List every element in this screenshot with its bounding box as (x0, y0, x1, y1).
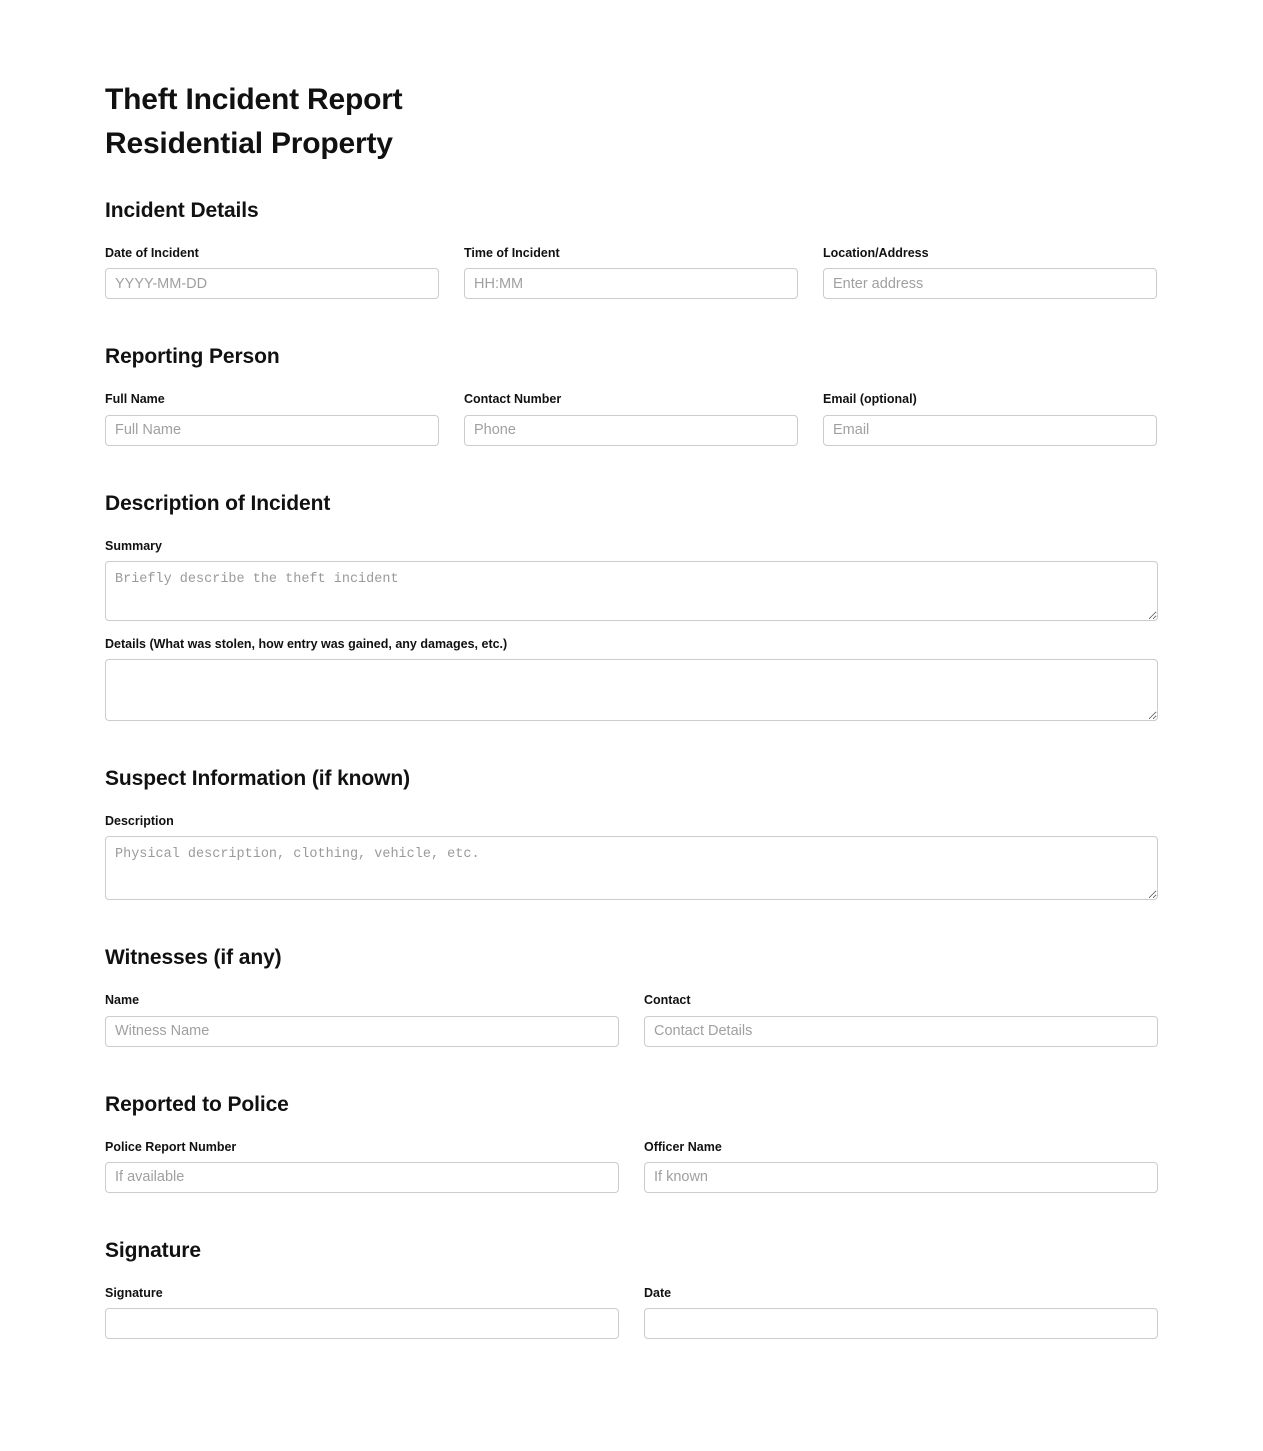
section-incident-details (105, 199, 1158, 299)
details-textarea[interactable] (105, 659, 1158, 721)
field-location-address (823, 245, 1157, 299)
page-title-line-2: Residential Property (105, 126, 393, 160)
section-reported-to-police (105, 1093, 1158, 1193)
label-witness-contact: Contact (644, 993, 691, 1008)
field-time-of-incident (464, 245, 798, 299)
section-reporting-person (105, 345, 1158, 445)
section-signature (105, 1239, 1158, 1339)
label-police-report-number: Police Report Number (105, 1139, 237, 1154)
section-heading-signature: Signature (105, 1238, 201, 1262)
spacer (105, 329, 1158, 345)
field-details (105, 636, 1158, 721)
label-details: Details (What was stolen, how entry was gained, any damages, etc.) (105, 636, 508, 651)
police-report-number-input[interactable] (105, 1162, 619, 1193)
field-witness-contact (644, 992, 1158, 1046)
field-summary (105, 538, 1158, 621)
spacer (105, 476, 1158, 492)
officer-name-input[interactable] (644, 1162, 1158, 1193)
email-input[interactable] (823, 415, 1157, 446)
section-heading-witnesses: Witnesses (if any) (105, 946, 282, 970)
incident-details-fields (105, 245, 1158, 299)
witness-name-input[interactable] (105, 1016, 619, 1047)
signature-input[interactable] (105, 1308, 619, 1339)
section-heading-description-of-incident: Description of Incident (105, 491, 331, 515)
witness-contact-input[interactable] (644, 1016, 1158, 1047)
field-email (823, 391, 1157, 445)
location-address-input[interactable] (823, 268, 1157, 299)
field-signature-date (644, 1285, 1158, 1339)
field-signature (105, 1285, 619, 1339)
signature-fields (105, 1285, 1158, 1339)
field-witness-name (105, 992, 619, 1046)
field-date-of-incident (105, 245, 439, 299)
label-date-of-incident: Date of Incident (105, 246, 199, 260)
suspect-description-textarea[interactable] (105, 836, 1158, 900)
reporting-person-fields (105, 391, 1158, 445)
description-fields (105, 538, 1158, 722)
spacer (105, 1077, 1158, 1093)
label-witness-name: Name (105, 993, 140, 1008)
label-officer-name: Officer Name (644, 1139, 722, 1154)
label-email: Email (optional) (823, 392, 917, 407)
section-heading-reporting-person: Reporting Person (105, 345, 280, 369)
label-summary: Summary (105, 538, 162, 553)
summary-textarea[interactable] (105, 561, 1158, 621)
field-officer-name (644, 1139, 1158, 1193)
field-suspect-description (105, 813, 1158, 900)
section-heading-suspect-information: Suspect Information (if known) (105, 767, 410, 790)
signature-date-input[interactable] (644, 1308, 1158, 1339)
label-signature: Signature (105, 1285, 163, 1300)
time-of-incident-input[interactable] (464, 268, 798, 299)
label-time-of-incident: Time of Incident (464, 246, 560, 260)
page-title (105, 78, 1158, 165)
field-police-report-number (105, 1139, 619, 1193)
witnesses-fields (105, 992, 1158, 1046)
contact-number-input[interactable] (464, 415, 798, 446)
section-heading-reported-to-police: Reported to Police (105, 1092, 289, 1116)
label-contact-number: Contact Number (464, 392, 562, 407)
label-signature-date: Date (644, 1285, 672, 1300)
suspect-information-fields (105, 813, 1158, 900)
section-description-of-incident (105, 492, 1158, 722)
label-suspect-description: Description (105, 814, 174, 828)
spacer (105, 751, 1158, 767)
reported-to-police-fields (105, 1139, 1158, 1193)
field-full-name (105, 391, 439, 445)
label-full-name: Full Name (105, 392, 165, 407)
spacer (105, 930, 1158, 946)
full-name-input[interactable] (105, 415, 439, 446)
section-suspect-information (105, 767, 1158, 900)
date-of-incident-input[interactable] (105, 268, 439, 299)
spacer (105, 1223, 1158, 1239)
field-contact-number (464, 391, 798, 445)
section-witnesses (105, 946, 1158, 1046)
page-title-line-1: Theft Incident Report (105, 83, 403, 116)
section-heading-incident-details: Incident Details (105, 199, 259, 222)
label-location-address: Location/Address (823, 246, 929, 260)
